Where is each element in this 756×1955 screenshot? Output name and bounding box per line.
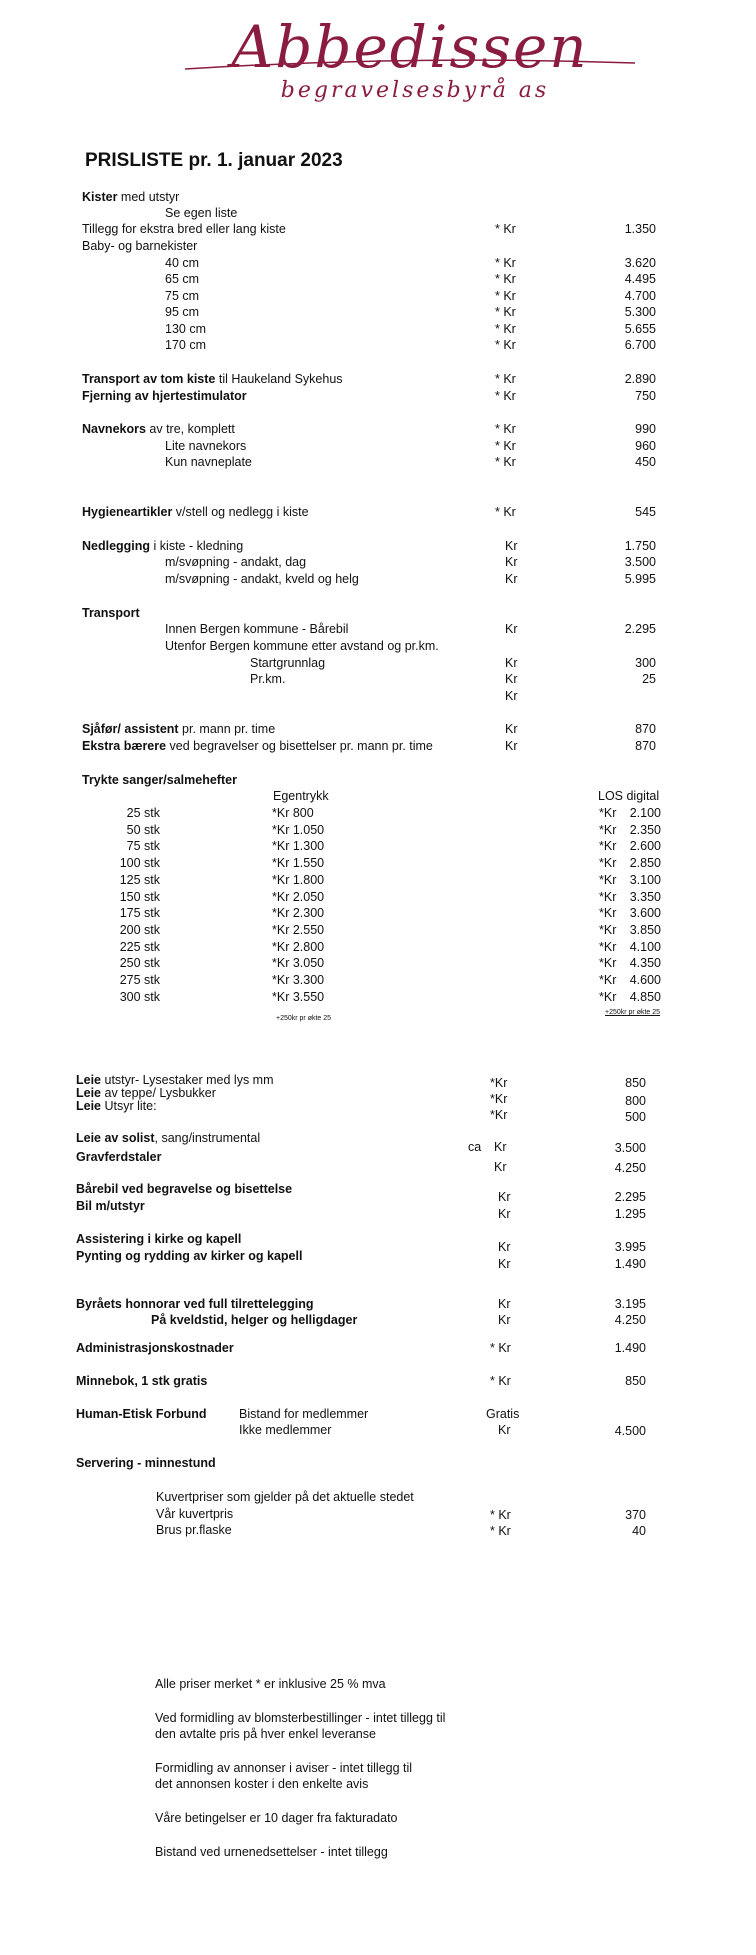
minnebok-label: Minnebok, 1 stk gratis [76,1374,208,1388]
pynting-label: Pynting og rydding av kirker og kapell [76,1249,303,1263]
nedlegging-price: 1.750 [624,539,656,553]
admin-label: Administrasjonskostnader [76,1341,234,1355]
minnebok-price: 850 [625,1374,646,1388]
los-digital-header: LOS digital [598,789,660,803]
sanger-los-unit: *Kr [599,890,617,904]
sanger-los-unit: *Kr [599,940,617,954]
sanger-egentrykk-price: *Kr 1.300 [272,839,325,853]
minnebok-unit: * Kr [490,1374,511,1388]
solist-price: 3.500 [614,1141,646,1155]
navneplate-label: Kun navneplate [165,455,252,469]
leie-teppe-label: Leie av teppe/ Lysbukker [76,1086,216,1100]
sanger-los-price: 3.100 [629,873,661,887]
sanger-qty: 225 stk [119,940,160,954]
size-unit: * Kr [495,305,516,319]
sanger-los-price: 4.350 [629,956,661,970]
logo-swoosh [180,55,640,75]
size-label: 95 cm [165,305,200,319]
sanger-los-price: 3.350 [629,890,661,904]
baerere-price: 870 [635,739,656,753]
baerere-unit: Kr [505,739,518,753]
assistering-label: Assistering i kirke og kapell [76,1232,242,1246]
utenfor-label: Utenfor Bergen kommune etter avstand og pr.km. [165,639,439,653]
bil-unit: Kr [498,1207,511,1221]
honorar-price: 3.195 [614,1297,646,1311]
barebil-label: Bårebil ved begravelse og bisettelse [76,1182,293,1196]
startgrunnlag-unit: Kr [505,656,518,670]
kister-heading: Kister med utstyr [82,190,180,204]
navneplate-price: 450 [635,455,656,469]
sanger-egentrykk-price: *Kr 2.550 [272,923,325,937]
fjerning-price: 750 [635,389,656,403]
sanger-los-price: 2.600 [629,839,661,853]
sanger-los-unit: *Kr [599,906,617,920]
leie-teppe-price: 800 [625,1094,646,1108]
size-label: 130 cm [165,322,206,336]
sanger-los-price: 4.100 [629,940,661,954]
size-unit: * Kr [495,256,516,270]
bistand-label: Bistand for medlemmer [239,1407,369,1421]
prkm-price: 25 [642,672,656,686]
ikke-medlemmer-unit: Kr [498,1423,511,1437]
pynting-unit: Kr [498,1257,511,1271]
hygiene-label: Hygieneartikler v/stell og nedlegg i kiste [82,505,309,519]
size-label: 40 cm [165,256,200,270]
sjafor-price: 870 [635,722,656,736]
size-label: 170 cm [165,338,206,352]
svopning-dag-unit: Kr [505,555,518,569]
sanger-qty: 25 stk [126,806,160,820]
kveldstid-label: På kveldstid, helger og helligdager [151,1313,358,1327]
sanger-qty: 250 stk [119,956,160,970]
size-unit: * Kr [495,272,516,286]
se-egen-liste: Se egen liste [165,206,238,220]
mva-note: Alle priser merket * er inklusive 25 % mva [155,1677,386,1691]
sanger-los-unit: *Kr [599,856,617,870]
size-price: 4.700 [624,289,656,303]
sanger-egentrykk-price: *Kr 3.050 [272,956,325,970]
lite-navnekors-unit: * Kr [495,439,516,453]
svopning-kveld-unit: Kr [505,572,518,586]
egentrykk-note: +250kr pr økte 25 [276,1015,332,1022]
navnekors-label: Navnekors av tre, komplett [82,422,235,436]
sanger-qty: 125 stk [119,873,160,887]
baerere-label: Ekstra bærere ved begravelser og bisettelser pr. mann pr. time [82,739,433,753]
sanger-los-price: 4.600 [629,973,661,987]
pynting-price: 1.490 [614,1257,646,1271]
sanger-los-unit: *Kr [599,923,617,937]
betingelser-note: Våre betingelser er 10 dager fra fakturadato [155,1811,398,1825]
page-title: PRISLISTE pr. 1. januar 2023 [85,150,343,171]
admin-price: 1.490 [614,1341,646,1355]
size-unit: * Kr [495,322,516,336]
svopning-dag-label: m/svøpning - andakt, dag [165,555,307,569]
startgrunnlag-label: Startgrunnlag [250,656,326,670]
gravferd-price: 4.250 [614,1161,646,1175]
sanger-egentrykk-price: *Kr 2.050 [272,890,325,904]
blomst-note-2: den avtalte pris på hver enkel leveranse [155,1727,376,1741]
gravferd-label: Gravferdstaler [76,1150,162,1164]
sanger-los-unit: *Kr [599,956,617,970]
navnekors-price: 990 [635,422,656,436]
sanger-los-price: 2.350 [629,823,661,837]
sanger-egentrykk-price: *Kr 800 [272,806,314,820]
brus-unit: * Kr [490,1524,511,1538]
honorar-unit: Kr [498,1297,511,1311]
size-price: 5.655 [624,322,656,336]
var-kuvertpris-price: 370 [625,1508,646,1522]
transport-tom-price: 2.890 [624,372,656,386]
svopning-kveld-label: m/svøpning - andakt, kveld og helg [165,572,359,586]
egentrykk-header: Egentrykk [273,789,329,803]
kveldstid-price: 4.250 [614,1313,646,1327]
leie-utstyr-price: 850 [625,1076,646,1090]
lite-navnekors-price: 960 [635,439,656,453]
size-unit: * Kr [495,289,516,303]
sanger-los-unit: *Kr [599,806,617,820]
leie-utstyr-label: Leie utstyr- Lysestaker med lys mm [76,1073,274,1087]
innen-price: 2.295 [624,622,656,636]
sanger-heading: Trykte sanger/salmehefter [82,773,237,787]
sanger-egentrykk-price: *Kr 1.050 [272,823,325,837]
sanger-egentrykk-price: *Kr 2.800 [272,940,325,954]
sanger-egentrykk-price: *Kr 2.300 [272,906,325,920]
sanger-los-price: 4.850 [629,990,661,1004]
size-label: 75 cm [165,289,200,303]
svopning-dag-price: 3.500 [624,555,656,569]
nedlegging-label: Nedlegging i kiste - kledning [82,539,244,553]
sanger-qty: 75 stk [126,839,160,853]
leie-utstyr-unit: *Kr [490,1076,508,1090]
bil-price: 1.295 [614,1207,646,1221]
bistand-value: Gratis [486,1407,520,1421]
svopning-kveld-price: 5.995 [624,572,656,586]
tillegg-price: 1.350 [624,222,656,236]
leie-lite-label: Leie Utsyr lite: [76,1099,157,1113]
brus-label: Brus pr.flaske [156,1523,232,1537]
leie-teppe-unit: *Kr [490,1092,508,1106]
honorar-label: Byråets honnorar ved full tilrettelegging [76,1297,314,1311]
sanger-qty: 175 stk [119,906,160,920]
innen-label: Innen Bergen kommune - Bårebil [165,622,349,636]
sanger-egentrykk-price: *Kr 3.550 [272,990,325,1004]
transport-tom-unit: * Kr [495,372,516,386]
sanger-los-price: 3.600 [629,906,661,920]
size-label: 65 cm [165,272,200,286]
sjafor-label: Sjåfør/ assistent pr. mann pr. time [82,722,276,736]
sanger-egentrykk-price: *Kr 1.550 [272,856,325,870]
barebil-unit: Kr [498,1190,511,1204]
size-price: 6.700 [624,338,656,352]
navnekors-unit: * Kr [495,422,516,436]
sanger-qty: 275 stk [119,973,160,987]
var-kuvertpris-unit: * Kr [490,1508,511,1522]
sanger-qty: 100 stk [119,856,160,870]
sanger-los-price: 2.850 [629,856,661,870]
gravferd-unit: Kr [494,1160,507,1174]
size-unit: * Kr [495,338,516,352]
kuvert-text: Kuvertpriser som gjelder på det aktuelle stedet [156,1490,414,1504]
los-note: +250kr pr økte 25 [605,1009,661,1016]
sanger-los-unit: *Kr [599,973,617,987]
annonse-note-2: det annonsen koster i den enkelte avis [155,1777,369,1791]
tillegg-label: Tillegg for ekstra bred eller lang kiste [82,222,286,236]
blomst-note-1: Ved formidling av blomsterbestillinger - intet tillegg til [155,1711,446,1725]
sanger-los-unit: *Kr [599,839,617,853]
human-etisk-label: Human-Etisk Forbund [76,1407,207,1421]
ikke-medlemmer-label: Ikke medlemmer [239,1423,332,1437]
hygiene-unit: * Kr [495,505,516,519]
solist-prefix: ca [468,1140,482,1154]
sanger-qty: 50 stk [126,823,160,837]
fjerning-unit: * Kr [495,389,516,403]
servering-heading: Servering - minnestund [76,1456,216,1470]
size-price: 4.495 [624,272,656,286]
var-kuvertpris-label: Vår kuvertpris [156,1507,234,1521]
sanger-los-unit: *Kr [599,990,617,1004]
solist-unit: Kr [494,1140,507,1154]
solist-label: Leie av solist, sang/instrumental [76,1131,261,1145]
baby-heading: Baby- og barnekister [82,239,198,253]
empty-unit: Kr [505,689,518,703]
assistering-price: 3.995 [614,1240,646,1254]
lite-navnekors-label: Lite navnekors [165,439,247,453]
sanger-los-price: 3.850 [629,923,661,937]
admin-unit: * Kr [490,1341,511,1355]
annonse-note-1: Formidling av annonser i aviser - intet tillegg til [155,1761,413,1775]
assistering-unit: Kr [498,1240,511,1254]
ikke-medlemmer-price: 4.500 [614,1424,646,1438]
leie-lite-unit: *Kr [490,1108,508,1122]
bil-label: Bil m/utstyr [76,1199,145,1213]
brus-price: 40 [632,1524,646,1538]
sanger-qty: 300 stk [119,990,160,1004]
prkm-label: Pr.km. [250,672,286,686]
sanger-los-unit: *Kr [599,873,617,887]
prkm-unit: Kr [505,672,518,686]
innen-unit: Kr [505,622,518,636]
transport-heading: Transport [82,606,140,620]
barebil-price: 2.295 [614,1190,646,1204]
tillegg-unit: * Kr [495,222,516,236]
size-price: 3.620 [624,256,656,270]
transport-tom-label: Transport av tom kiste til Haukeland Sykehus [82,372,343,386]
size-price: 5.300 [624,305,656,319]
sanger-egentrykk-price: *Kr 1.800 [272,873,325,887]
sanger-egentrykk-price: *Kr 3.300 [272,973,325,987]
sanger-qty: 200 stk [119,923,160,937]
urne-note: Bistand ved urnenedsettelser - intet tillegg [155,1845,388,1859]
sanger-los-unit: *Kr [599,823,617,837]
navneplate-unit: * Kr [495,455,516,469]
sanger-los-price: 2.100 [629,806,661,820]
nedlegging-unit: Kr [505,539,518,553]
startgrunnlag-price: 300 [635,656,656,670]
hygiene-price: 545 [635,505,656,519]
fjerning-label: Fjerning av hjertestimulator [82,389,247,403]
sanger-qty: 150 stk [119,890,160,904]
logo-wordmark: Abbedissen [231,13,589,81]
kveldstid-unit: Kr [498,1313,511,1327]
logo-tagline: begravelsesbyrå as [280,78,550,103]
leie-lite-price: 500 [625,1110,646,1124]
sjafor-unit: Kr [505,722,518,736]
